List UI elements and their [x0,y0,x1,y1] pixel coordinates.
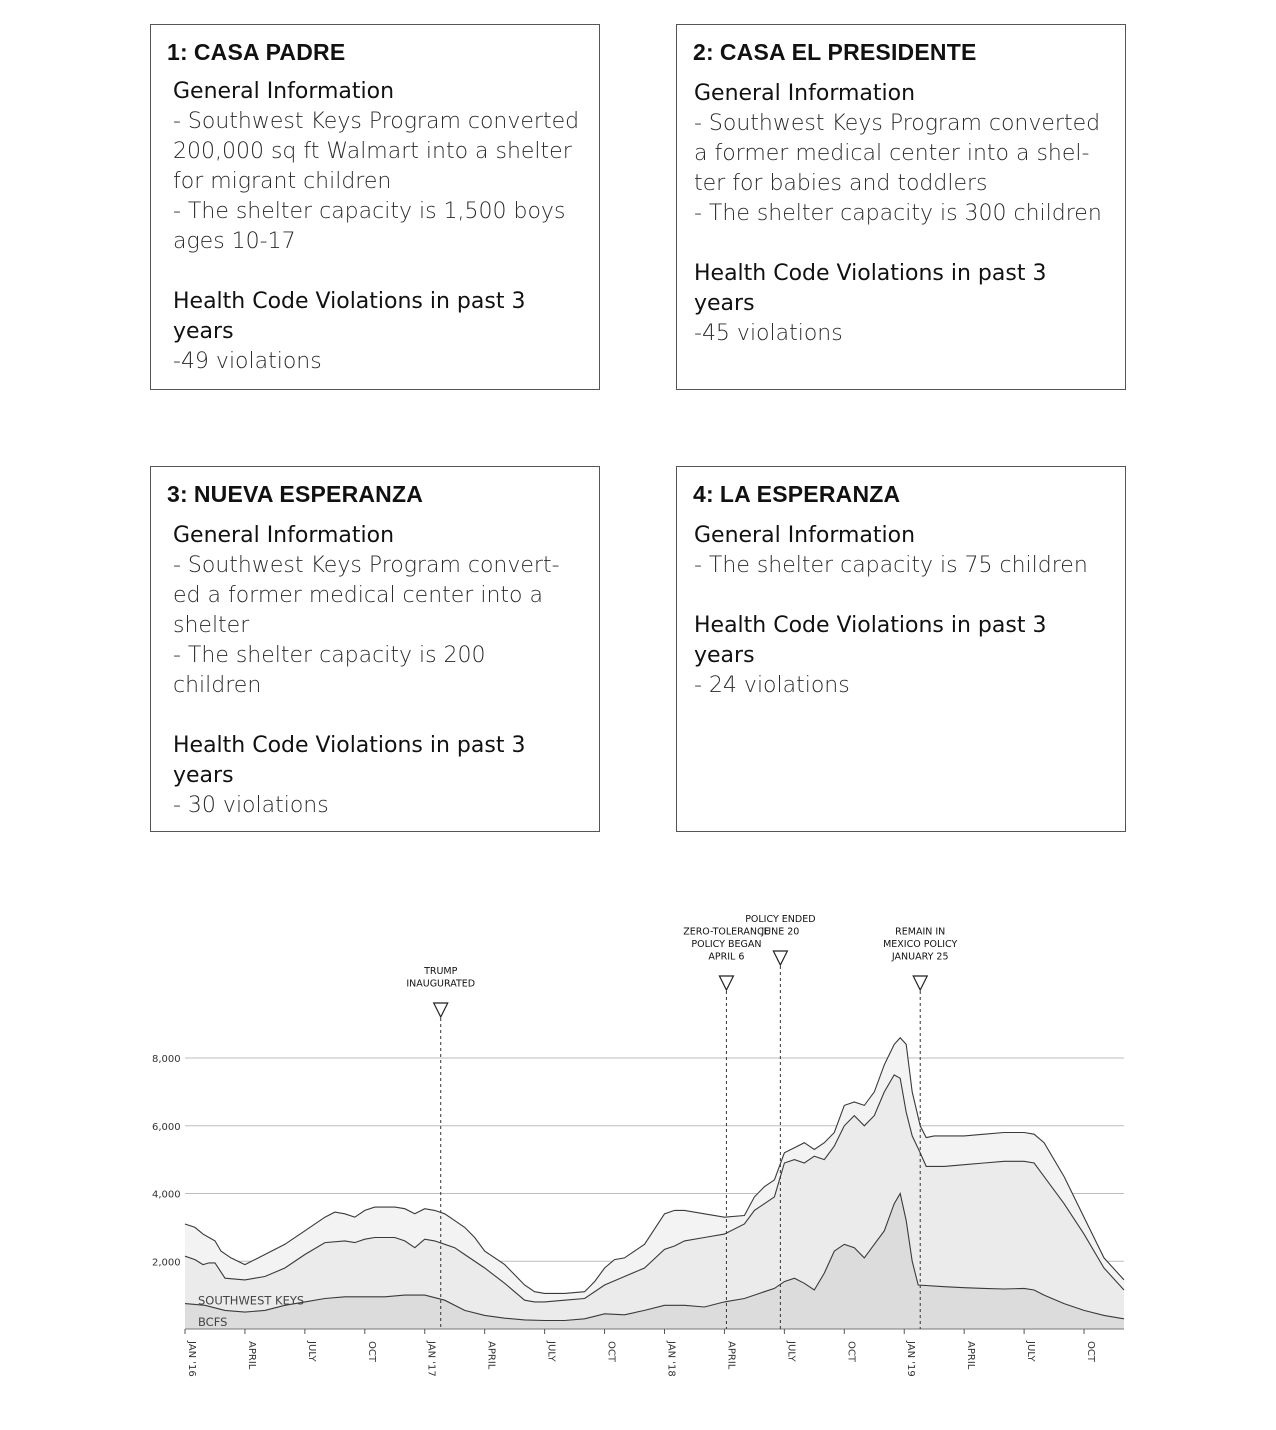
violations-heading: Health Code Violations in past 3 [694,261,1047,286]
violations-value: -49 violations [173,349,322,374]
violations-heading: years [694,643,755,668]
card-body [173,77,589,377]
facility-name: LA ESPERANZA [719,481,901,507]
x-tick-label: JAN '18 [665,1341,677,1377]
violations-heading: years [694,291,755,316]
info-line: children [173,673,262,698]
facility-name: CASA PADRE [193,39,346,65]
info-line: a former medical center into a shel- [694,141,1090,166]
annotation-marker-icon [773,951,787,965]
info-line: - The shelter capacity is 300 children [694,201,1102,226]
facility-card-la-esperanza [676,466,1126,832]
annotation-label: APRIL 6 [708,951,745,963]
card-body [173,521,589,821]
violations-value: -45 violations [694,321,843,346]
x-tick-label: JULY [545,1341,557,1362]
info-line: - Southwest Keys Program converted [173,109,580,134]
y-tick-label: 4,000 [152,1189,181,1201]
x-tick-label: JULY [785,1341,797,1362]
x-tick-label: JAN '19 [905,1341,917,1377]
annotation-label: POLICY ENDED [745,914,816,925]
series-label: SOUTHWEST KEYS [198,1293,305,1308]
y-tick-label: 2,000 [152,1257,181,1269]
annotation-marker-icon [719,976,733,990]
violations-heading: Health Code Violations in past 3 [173,733,526,758]
card-title: 3: NUEVA ESPERANZA [167,481,424,507]
series-label: BCFS [198,1315,228,1330]
card-title: 4: LA ESPERANZA [693,481,901,507]
card-title: 1: CASA PADRE [167,39,346,65]
info-line: - Southwest Keys Program convert- [173,553,560,578]
info-line: for migrant children [173,169,392,194]
info-line: - The shelter capacity is 75 children [694,553,1088,578]
info-line: - The shelter capacity is 1,500 boys [173,199,566,224]
violations-heading: years [173,763,234,788]
info-line: shelter [173,613,250,638]
annotation-label: REMAIN IN [895,926,946,938]
annotation-label: ZERO-TOLERANCE [683,926,770,938]
y-tick-label: 8,000 [152,1054,181,1065]
facility-card-casa-padre [150,24,600,390]
facility-card-casa-el-presidente [676,24,1126,390]
x-tick-label: OCT [605,1341,617,1362]
violations-heading: Health Code Violations in past 3 [694,613,1047,638]
annotation-label: POLICY BEGAN [691,939,762,950]
violations-value: - 24 violations [694,673,850,698]
facility-name: CASA EL PRESIDENTE [719,39,977,65]
x-tick-label: JULY [305,1341,317,1362]
annotation-marker-icon [913,976,927,990]
info-line: ed a former medical center into a [173,583,543,608]
facility-card-nueva-esperanza [150,466,600,832]
card-title: 2: CASA EL PRESIDENTE [693,39,977,65]
info-line: 200,000 sq ft Walmart into a shelter [173,139,572,164]
info-line: - Southwest Keys Program converted [694,111,1101,136]
annotation-label: TRUMP [424,966,458,977]
shelter-population-chart [0,900,1276,1400]
info-line: ages 10-17 [173,229,296,254]
violations-heading: years [173,319,234,344]
annotation-label: JANUARY 25 [891,951,949,963]
violations-value: - 30 violations [173,793,329,818]
annotation-label: JUNE 20 [761,926,800,938]
general-info-heading: General Information [173,79,395,104]
annotation-marker-icon [434,1003,448,1017]
x-tick-label: APRIL [485,1341,497,1370]
x-tick-label: JAN '16 [186,1341,197,1377]
annotation-label: MEXICO POLICY [883,939,958,950]
x-tick-label: APRIL [725,1341,737,1370]
info-line: ter for babies and toddlers [694,171,988,196]
x-tick-label: APRIL [965,1341,977,1370]
info-line: - The shelter capacity is 200 [173,643,486,668]
y-tick-label: 6,000 [152,1121,181,1133]
x-axis [185,1329,1124,1377]
x-tick-label: OCT [365,1341,377,1362]
x-tick-label: JAN '17 [425,1341,437,1377]
general-info-heading: General Information [694,81,916,106]
facility-name: NUEVA ESPERANZA [193,481,424,507]
x-tick-label: JULY [1025,1341,1037,1362]
x-tick-label: APRIL [245,1341,257,1370]
area-series [185,1038,1124,1329]
x-tick-label: OCT [1085,1341,1097,1362]
x-tick-label: OCT [845,1341,857,1362]
card-body [694,521,1115,701]
card-body [694,79,1115,349]
violations-heading: Health Code Violations in past 3 [173,289,526,314]
general-info-heading: General Information [694,523,916,548]
general-info-heading: General Information [173,523,395,548]
annotation-label: INAUGURATED [406,978,476,990]
